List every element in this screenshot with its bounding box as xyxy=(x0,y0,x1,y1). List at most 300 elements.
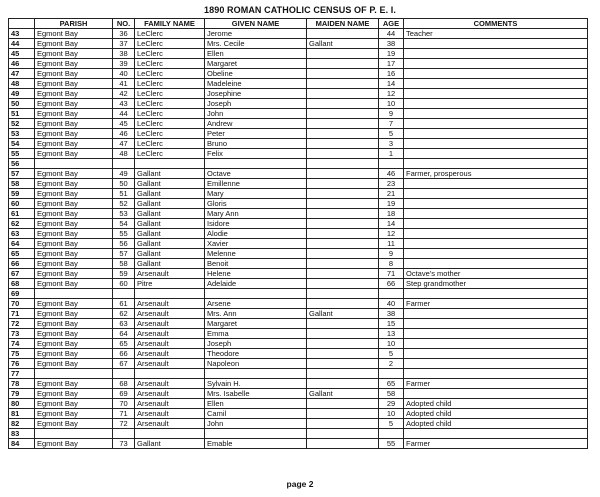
cell-age: 38 xyxy=(379,39,404,49)
cell-family-name: Arsenault xyxy=(135,379,205,389)
cell-row-number: 53 xyxy=(9,129,35,139)
cell-age: 8 xyxy=(379,259,404,269)
cell-comments xyxy=(404,139,588,149)
table-row xyxy=(9,359,588,369)
cell-maiden-name xyxy=(307,369,379,379)
cell-age: 5 xyxy=(379,129,404,139)
cell-maiden-name xyxy=(307,349,379,359)
cell-maiden-name xyxy=(307,149,379,159)
cell-parish: Egmont Bay xyxy=(35,249,113,259)
cell-row-number: 58 xyxy=(9,179,35,189)
table-row xyxy=(9,399,588,409)
cell-family-name: Gallant xyxy=(135,189,205,199)
cell-given-name xyxy=(205,289,307,299)
cell-comments xyxy=(404,429,588,439)
cell-given-name: Benoit xyxy=(205,259,307,269)
cell-age: 40 xyxy=(379,299,404,309)
table-row xyxy=(9,59,588,69)
cell-no: 40 xyxy=(113,69,135,79)
cell-family-name: Arsenault xyxy=(135,269,205,279)
cell-comments xyxy=(404,119,588,129)
cell-given-name xyxy=(205,369,307,379)
cell-parish: Egmont Bay xyxy=(35,109,113,119)
cell-given-name: John xyxy=(205,419,307,429)
cell-maiden-name: Gallant xyxy=(307,389,379,399)
cell-given-name: Xavier xyxy=(205,239,307,249)
cell-given-name: Andrew xyxy=(205,119,307,129)
cell-no: 50 xyxy=(113,179,135,189)
cell-family-name: LeClerc xyxy=(135,69,205,79)
cell-family-name: LeClerc xyxy=(135,99,205,109)
cell-maiden-name xyxy=(307,289,379,299)
cell-maiden-name xyxy=(307,99,379,109)
page-title: 1890 ROMAN CATHOLIC CENSUS OF P. E. I. xyxy=(204,5,396,15)
cell-maiden-name: Gallant xyxy=(307,39,379,49)
cell-comments xyxy=(404,219,588,229)
cell-maiden-name xyxy=(307,379,379,389)
cell-comments xyxy=(404,129,588,139)
cell-given-name: Ellen xyxy=(205,49,307,59)
cell-maiden-name xyxy=(307,109,379,119)
cell-given-name: John xyxy=(205,109,307,119)
table-row xyxy=(9,39,588,49)
cell-age: 19 xyxy=(379,199,404,209)
cell-age: 9 xyxy=(379,109,404,119)
cell-parish: Egmont Bay xyxy=(35,409,113,419)
cell-given-name: Isidore xyxy=(205,219,307,229)
cell-family-name: Arsenault xyxy=(135,319,205,329)
cell-row-number: 59 xyxy=(9,189,35,199)
cell-parish: Egmont Bay xyxy=(35,419,113,429)
cell-comments: Farmer xyxy=(404,439,588,449)
cell-comments xyxy=(404,49,588,59)
cell-age: 58 xyxy=(379,389,404,399)
cell-maiden-name xyxy=(307,49,379,59)
cell-family-name: Gallant xyxy=(135,249,205,259)
cell-no: 72 xyxy=(113,419,135,429)
cell-comments: Farmer xyxy=(404,379,588,389)
cell-family-name: Gallant xyxy=(135,229,205,239)
cell-maiden-name xyxy=(307,259,379,269)
cell-parish: Egmont Bay xyxy=(35,259,113,269)
cell-maiden-name xyxy=(307,59,379,69)
cell-maiden-name xyxy=(307,429,379,439)
table-row xyxy=(9,319,588,329)
cell-comments xyxy=(404,229,588,239)
cell-no: 73 xyxy=(113,439,135,449)
cell-comments xyxy=(404,289,588,299)
cell-age: 29 xyxy=(379,399,404,409)
header-maiden-name: MAIDEN NAME xyxy=(307,19,379,29)
cell-family-name: Arsenault xyxy=(135,349,205,359)
cell-parish xyxy=(35,289,113,299)
cell-comments xyxy=(404,59,588,69)
cell-given-name: Margaret xyxy=(205,59,307,69)
cell-age: 15 xyxy=(379,319,404,329)
cell-row-number: 72 xyxy=(9,319,35,329)
cell-comments xyxy=(404,329,588,339)
cell-given-name: Felix xyxy=(205,149,307,159)
cell-no: 48 xyxy=(113,149,135,159)
cell-no: 71 xyxy=(113,409,135,419)
cell-no: 49 xyxy=(113,169,135,179)
cell-maiden-name xyxy=(307,89,379,99)
table-row xyxy=(9,199,588,209)
table-row xyxy=(9,419,588,429)
cell-row-number: 48 xyxy=(9,79,35,89)
cell-maiden-name xyxy=(307,179,379,189)
cell-maiden-name xyxy=(307,269,379,279)
cell-no xyxy=(113,289,135,299)
table-row xyxy=(9,49,588,59)
cell-age xyxy=(379,159,404,169)
cell-comments xyxy=(404,89,588,99)
table-row xyxy=(9,149,588,159)
header-row xyxy=(9,19,588,29)
cell-parish xyxy=(35,159,113,169)
cell-maiden-name xyxy=(307,249,379,259)
cell-no: 64 xyxy=(113,329,135,339)
cell-age: 16 xyxy=(379,69,404,79)
cell-age: 71 xyxy=(379,269,404,279)
cell-family-name: Gallant xyxy=(135,199,205,209)
cell-family-name: Gallant xyxy=(135,209,205,219)
cell-maiden-name: Gallant xyxy=(307,309,379,319)
cell-no: 43 xyxy=(113,99,135,109)
table-row xyxy=(9,29,588,39)
cell-row-number: 81 xyxy=(9,409,35,419)
cell-maiden-name xyxy=(307,329,379,339)
cell-family-name: LeClerc xyxy=(135,59,205,69)
cell-row-number: 66 xyxy=(9,259,35,269)
cell-given-name: Mrs. Cecile xyxy=(205,39,307,49)
cell-age: 55 xyxy=(379,439,404,449)
table-row xyxy=(9,209,588,219)
cell-given-name: Jerome xyxy=(205,29,307,39)
cell-parish: Egmont Bay xyxy=(35,389,113,399)
table-row xyxy=(9,259,588,269)
table-row xyxy=(9,69,588,79)
cell-row-number: 78 xyxy=(9,379,35,389)
cell-given-name: Peter xyxy=(205,129,307,139)
cell-given-name: Emillenne xyxy=(205,179,307,189)
cell-family-name: LeClerc xyxy=(135,89,205,99)
cell-parish: Egmont Bay xyxy=(35,439,113,449)
cell-row-number: 51 xyxy=(9,109,35,119)
cell-maiden-name xyxy=(307,159,379,169)
cell-given-name: Sylvain H. xyxy=(205,379,307,389)
cell-parish: Egmont Bay xyxy=(35,39,113,49)
cell-age: 12 xyxy=(379,229,404,239)
table-row xyxy=(9,349,588,359)
cell-maiden-name xyxy=(307,209,379,219)
cell-family-name: Gallant xyxy=(135,439,205,449)
cell-family-name: LeClerc xyxy=(135,39,205,49)
cell-comments xyxy=(404,39,588,49)
table-row xyxy=(9,369,588,379)
cell-age: 13 xyxy=(379,329,404,339)
cell-parish: Egmont Bay xyxy=(35,79,113,89)
cell-age: 3 xyxy=(379,139,404,149)
cell-parish: Egmont Bay xyxy=(35,169,113,179)
cell-comments: Adopted child xyxy=(404,399,588,409)
header-row-number xyxy=(9,19,35,29)
cell-parish: Egmont Bay xyxy=(35,189,113,199)
table-row xyxy=(9,99,588,109)
census-body xyxy=(9,29,588,449)
cell-age xyxy=(379,369,404,379)
cell-age: 14 xyxy=(379,219,404,229)
cell-parish: Egmont Bay xyxy=(35,279,113,289)
cell-maiden-name xyxy=(307,199,379,209)
cell-no: 53 xyxy=(113,209,135,219)
cell-comments xyxy=(404,179,588,189)
cell-age: 11 xyxy=(379,239,404,249)
cell-parish: Egmont Bay xyxy=(35,219,113,229)
table-row xyxy=(9,389,588,399)
cell-no xyxy=(113,159,135,169)
table-row xyxy=(9,229,588,239)
cell-family-name: Gallant xyxy=(135,239,205,249)
table-row xyxy=(9,169,588,179)
table-row xyxy=(9,379,588,389)
table-row xyxy=(9,339,588,349)
cell-maiden-name xyxy=(307,189,379,199)
table-row xyxy=(9,269,588,279)
cell-comments: Octave's mother xyxy=(404,269,588,279)
cell-age: 5 xyxy=(379,419,404,429)
table-row xyxy=(9,429,588,439)
cell-parish: Egmont Bay xyxy=(35,309,113,319)
cell-age: 5 xyxy=(379,349,404,359)
cell-maiden-name xyxy=(307,339,379,349)
cell-row-number: 52 xyxy=(9,119,35,129)
cell-no: 36 xyxy=(113,29,135,39)
cell-age: 44 xyxy=(379,29,404,39)
cell-given-name: Gloris xyxy=(205,199,307,209)
cell-parish: Egmont Bay xyxy=(35,99,113,109)
cell-row-number: 74 xyxy=(9,339,35,349)
cell-parish: Egmont Bay xyxy=(35,349,113,359)
table-row xyxy=(9,139,588,149)
cell-family-name: LeClerc xyxy=(135,139,205,149)
cell-age: 2 xyxy=(379,359,404,369)
cell-age: 12 xyxy=(379,89,404,99)
cell-family-name: LeClerc xyxy=(135,129,205,139)
cell-no: 52 xyxy=(113,199,135,209)
cell-given-name: Bruno xyxy=(205,139,307,149)
cell-maiden-name xyxy=(307,239,379,249)
cell-maiden-name xyxy=(307,219,379,229)
cell-row-number: 57 xyxy=(9,169,35,179)
table-row xyxy=(9,109,588,119)
page-number: page 2 xyxy=(286,479,314,489)
cell-comments xyxy=(404,389,588,399)
table-row xyxy=(9,239,588,249)
cell-given-name xyxy=(205,429,307,439)
cell-parish: Egmont Bay xyxy=(35,89,113,99)
cell-row-number: 84 xyxy=(9,439,35,449)
cell-no: 63 xyxy=(113,319,135,329)
cell-comments xyxy=(404,249,588,259)
cell-maiden-name xyxy=(307,119,379,129)
cell-age: 66 xyxy=(379,279,404,289)
cell-no: 37 xyxy=(113,39,135,49)
cell-parish: Egmont Bay xyxy=(35,239,113,249)
cell-no: 62 xyxy=(113,309,135,319)
cell-row-number: 54 xyxy=(9,139,35,149)
cell-no: 59 xyxy=(113,269,135,279)
cell-comments xyxy=(404,189,588,199)
cell-no: 55 xyxy=(113,229,135,239)
cell-family-name: Arsenault xyxy=(135,419,205,429)
cell-family-name: Pitre xyxy=(135,279,205,289)
cell-comments xyxy=(404,79,588,89)
table-row xyxy=(9,249,588,259)
cell-maiden-name xyxy=(307,409,379,419)
table-row xyxy=(9,79,588,89)
table-row xyxy=(9,329,588,339)
cell-no: 44 xyxy=(113,109,135,119)
cell-parish: Egmont Bay xyxy=(35,179,113,189)
cell-given-name: Napoleon xyxy=(205,359,307,369)
cell-parish: Egmont Bay xyxy=(35,199,113,209)
census-table xyxy=(8,18,588,449)
cell-row-number: 56 xyxy=(9,159,35,169)
cell-maiden-name xyxy=(307,359,379,369)
cell-age: 9 xyxy=(379,249,404,259)
cell-age: 14 xyxy=(379,79,404,89)
cell-family-name: Arsenault xyxy=(135,329,205,339)
cell-maiden-name xyxy=(307,129,379,139)
cell-given-name: Margaret xyxy=(205,319,307,329)
cell-row-number: 46 xyxy=(9,59,35,69)
cell-family-name: LeClerc xyxy=(135,149,205,159)
header-given-name: GIVEN NAME xyxy=(205,19,307,29)
cell-row-number: 65 xyxy=(9,249,35,259)
cell-parish xyxy=(35,429,113,439)
cell-family-name: LeClerc xyxy=(135,29,205,39)
cell-given-name: Arsene xyxy=(205,299,307,309)
cell-given-name: Octave xyxy=(205,169,307,179)
cell-age: 19 xyxy=(379,49,404,59)
table-row xyxy=(9,189,588,199)
table-row xyxy=(9,289,588,299)
cell-age: 10 xyxy=(379,99,404,109)
cell-no xyxy=(113,429,135,439)
cell-given-name: Mary xyxy=(205,189,307,199)
cell-family-name: Arsenault xyxy=(135,389,205,399)
cell-maiden-name xyxy=(307,279,379,289)
cell-no: 69 xyxy=(113,389,135,399)
cell-parish: Egmont Bay xyxy=(35,49,113,59)
cell-row-number: 82 xyxy=(9,419,35,429)
cell-given-name: Emma xyxy=(205,329,307,339)
cell-no: 39 xyxy=(113,59,135,69)
cell-maiden-name xyxy=(307,299,379,309)
cell-family-name: Arsenault xyxy=(135,309,205,319)
cell-family-name: LeClerc xyxy=(135,79,205,89)
cell-given-name: Adelaide xyxy=(205,279,307,289)
cell-family-name: Gallant xyxy=(135,259,205,269)
cell-given-name: Madeleine xyxy=(205,79,307,89)
table-row xyxy=(9,89,588,99)
cell-no xyxy=(113,369,135,379)
cell-parish: Egmont Bay xyxy=(35,329,113,339)
cell-no: 70 xyxy=(113,399,135,409)
cell-comments: Adopted child xyxy=(404,419,588,429)
cell-no: 38 xyxy=(113,49,135,59)
cell-maiden-name xyxy=(307,169,379,179)
cell-given-name: Joseph xyxy=(205,99,307,109)
cell-comments xyxy=(404,309,588,319)
cell-family-name xyxy=(135,289,205,299)
cell-no: 66 xyxy=(113,349,135,359)
cell-age: 10 xyxy=(379,339,404,349)
cell-maiden-name xyxy=(307,29,379,39)
header-age: AGE xyxy=(379,19,404,29)
cell-no: 46 xyxy=(113,129,135,139)
cell-no: 42 xyxy=(113,89,135,99)
cell-given-name: Josephine xyxy=(205,89,307,99)
cell-age: 17 xyxy=(379,59,404,69)
cell-comments xyxy=(404,199,588,209)
cell-row-number: 61 xyxy=(9,209,35,219)
cell-age: 18 xyxy=(379,209,404,219)
cell-no: 56 xyxy=(113,239,135,249)
cell-age: 1 xyxy=(379,149,404,159)
cell-row-number: 76 xyxy=(9,359,35,369)
cell-row-number: 62 xyxy=(9,219,35,229)
cell-given-name: Alodie xyxy=(205,229,307,239)
cell-no: 47 xyxy=(113,139,135,149)
cell-no: 67 xyxy=(113,359,135,369)
cell-given-name xyxy=(205,159,307,169)
cell-comments xyxy=(404,159,588,169)
cell-family-name: Gallant xyxy=(135,219,205,229)
cell-no: 65 xyxy=(113,339,135,349)
cell-comments xyxy=(404,99,588,109)
cell-maiden-name xyxy=(307,139,379,149)
cell-comments xyxy=(404,109,588,119)
cell-row-number: 80 xyxy=(9,399,35,409)
cell-row-number: 77 xyxy=(9,369,35,379)
cell-row-number: 49 xyxy=(9,89,35,99)
cell-parish: Egmont Bay xyxy=(35,339,113,349)
cell-maiden-name xyxy=(307,399,379,409)
cell-comments: Adopted child xyxy=(404,409,588,419)
cell-given-name: Joseph xyxy=(205,339,307,349)
header-family-name: FAMILY NAME xyxy=(135,19,205,29)
cell-given-name: Melenne xyxy=(205,249,307,259)
cell-given-name: Emable xyxy=(205,439,307,449)
cell-no: 60 xyxy=(113,279,135,289)
cell-parish: Egmont Bay xyxy=(35,269,113,279)
cell-row-number: 44 xyxy=(9,39,35,49)
cell-given-name: Mrs. Isabelle xyxy=(205,389,307,399)
cell-given-name: Mary Ann xyxy=(205,209,307,219)
cell-no: 45 xyxy=(113,119,135,129)
cell-comments: Teacher xyxy=(404,29,588,39)
cell-parish: Egmont Bay xyxy=(35,399,113,409)
cell-row-number: 64 xyxy=(9,239,35,249)
cell-age: 38 xyxy=(379,309,404,319)
cell-maiden-name xyxy=(307,79,379,89)
cell-family-name: Arsenault xyxy=(135,409,205,419)
cell-comments xyxy=(404,149,588,159)
cell-parish xyxy=(35,369,113,379)
table-row xyxy=(9,409,588,419)
